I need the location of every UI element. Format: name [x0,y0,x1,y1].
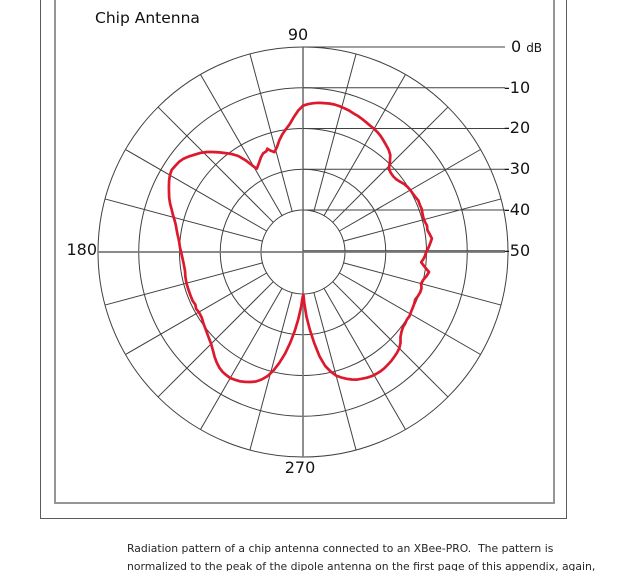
chart-title: Chip Antenna [95,9,200,27]
radial-tick-minus30db: -30 [504,159,531,178]
angle-label-270: 270 [284,458,316,477]
radiation-pattern-curve [169,103,432,382]
radial-tick-0db [511,38,542,57]
radial-tick-0db-value: 0 [511,37,522,56]
caption-line-1: Radiation pattern of a chip antenna connected to an XBee-PRO. The pattern is [127,542,554,555]
figure-caption [127,540,595,571]
radial-tick-minus50db: -50 [504,241,531,260]
radial-tick-minus10db: -10 [504,78,531,97]
angle-label-180: 180 [66,240,97,259]
angle-label-90: 90 [287,25,309,44]
caption-line-2: normalized to the peak of the dipole antenna on the first page of this appendix, again, [127,559,596,571]
radial-tick-minus20db: -20 [504,118,531,137]
radial-tick-minus40db: -40 [504,200,531,219]
polar-grid [98,47,508,457]
radial-unit-label: dB [526,41,543,55]
